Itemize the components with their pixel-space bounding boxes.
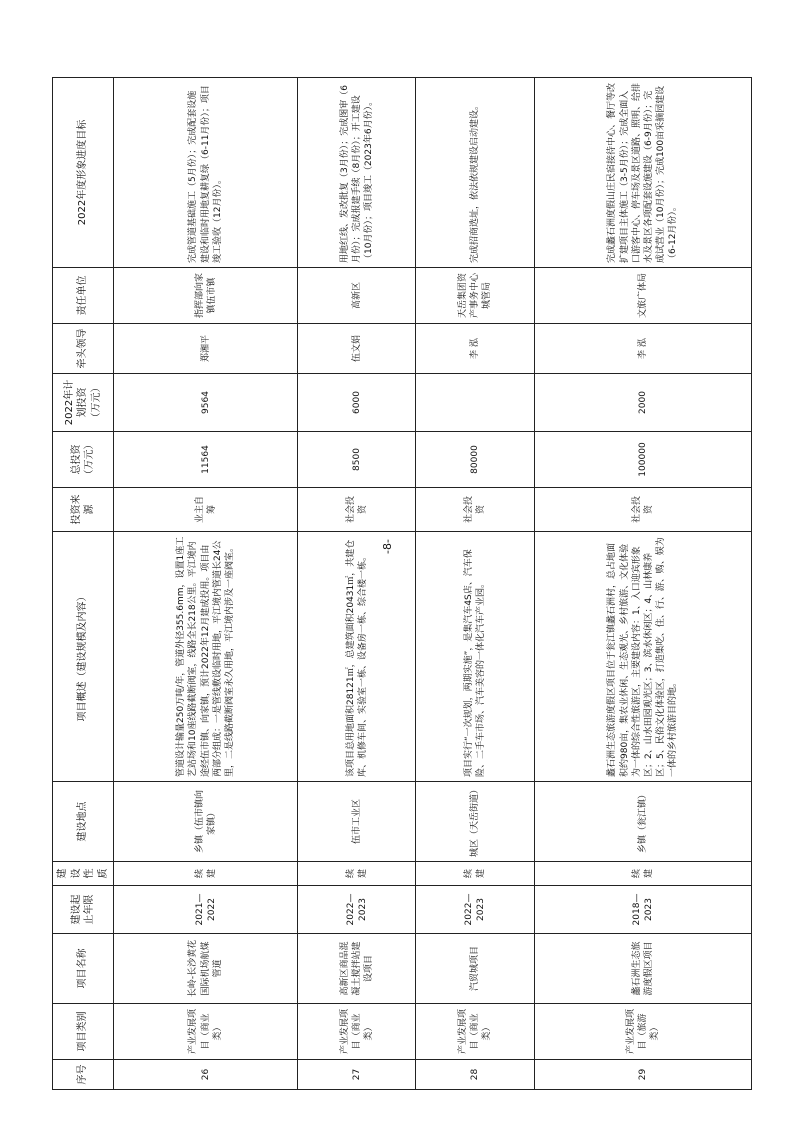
cell-leader: 伍文娟 — [298, 324, 416, 374]
cell-nature: 续建 — [298, 862, 416, 886]
header-category: 项目类别 — [53, 1004, 114, 1060]
cell-leader: 李 泓 — [416, 324, 534, 374]
cell-name: 长岭-长沙黄花国际机场航煤管道 — [114, 934, 298, 1004]
cell-category: 产业发展项目（商业类） — [298, 1004, 416, 1060]
header-seq: 序号 — [53, 1060, 114, 1090]
table-header-row — [53, 78, 114, 1090]
cell-period: 2018—2023 — [534, 886, 751, 934]
header-name: 项目名称 — [53, 934, 114, 1004]
header-location: 建设地点 — [53, 782, 114, 862]
cell-category: 产业发展项目（商业类） — [416, 1004, 534, 1060]
cell-period: 2022—2023 — [416, 886, 534, 934]
cell-target: 完成蠡石洲度假山庄民宿接待中心、餐厅等改扩建项目主体施工（3-5月份）；完成全面入口游客中心、停车场及景区道路、照明、给排水及景区各项配套设施建设（6-9月份）；完成试营业（10月份）；完成100亩采摘园建设（6-12月份）。 — [534, 78, 751, 268]
cell-total: 80000 — [416, 432, 534, 488]
cell-period: 2022—2023 — [298, 886, 416, 934]
cell-location: 伍市工业区 — [298, 782, 416, 862]
header-nature: 建设性质 — [53, 862, 114, 886]
header-unit: 责任单位 — [53, 268, 114, 324]
cell-period: 2021—2022 — [114, 886, 298, 934]
cell-location: 乡镇（伍市镇向家镇） — [114, 782, 298, 862]
header-funding: 投资来源 — [53, 488, 114, 532]
table-row — [534, 78, 751, 1090]
header-plan2022: 2022年计划投资（万元） — [53, 374, 114, 432]
cell-target: 完成招商选址，依法依规建设启动建设。 — [416, 78, 534, 268]
cell-unit: 指挥部向家镇伍市镇 — [114, 268, 298, 324]
cell-seq: 26 — [114, 1060, 298, 1090]
cell-funding: 社会投资 — [534, 488, 751, 532]
cell-summary: 该项目总用地面积28121㎡，总建筑面积20431㎡，共建仓库、机修车间、实验室一栋、设备房一栋、综合楼一栋。 — [298, 532, 416, 782]
project-table — [52, 77, 752, 1090]
cell-nature: 续建 — [534, 862, 751, 886]
cell-name: 高新区商品混凝土搅拌站建设项目 — [298, 934, 416, 1004]
cell-nature: 续建 — [416, 862, 534, 886]
cell-unit: 高新区 — [298, 268, 416, 324]
header-target: 2022年度形象进度目标 — [53, 78, 114, 268]
cell-location: 乡镇（瓮江镇） — [534, 782, 751, 862]
cell-funding: 社会投资 — [416, 488, 534, 532]
cell-name: 汽贸城项目 — [416, 934, 534, 1004]
cell-category: 产业发展项目（商业类） — [114, 1004, 298, 1060]
cell-target: 完成管道基础施工（5月份）；完成配套设施建设和临时用地复耕复绿（6-11月份）；项目竣工验收（12月份）。 — [114, 78, 298, 268]
table-row — [298, 78, 416, 1090]
cell-plan2022 — [416, 374, 534, 432]
cell-seq: 27 — [298, 1060, 416, 1090]
cell-plan2022: 6000 — [298, 374, 416, 432]
cell-total: 8500 — [298, 432, 416, 488]
cell-seq: 29 — [534, 1060, 751, 1090]
cell-target: 用地红线、发改批复（3月份）；完成图审（6月份）；完成报建手续（8月份）；开工建设（10月份）；项目竣工（2023年6月份）。 — [298, 78, 416, 268]
cell-category: 产业发展项目（旅游类） — [534, 1004, 751, 1060]
cell-seq: 28 — [416, 1060, 534, 1090]
header-period: 建设起止年限 — [53, 886, 114, 934]
table-row — [114, 78, 298, 1090]
cell-name: 蠡石洲生态旅游度假区项目 — [534, 934, 751, 1004]
header-summary: 项目概述（建设规模及内容） — [53, 532, 114, 782]
cell-total: 11564 — [114, 432, 298, 488]
header-total: 总投资（万元） — [53, 432, 114, 488]
cell-leader: 李 泓 — [534, 324, 751, 374]
header-leader: 牵头领导 — [53, 324, 114, 374]
cell-summary: 项目实行“一次规划，两期实施”，是集汽车4S店、汽车保险、二手车市场、汽车美容的一体化汽车产业园。 — [416, 532, 534, 782]
cell-unit: 文旅广体局 — [534, 268, 751, 324]
table-row — [416, 78, 534, 1090]
cell-funding: 业主自筹 — [114, 488, 298, 532]
cell-leader: 郑湘平 — [114, 324, 298, 374]
page-number: -8- — [380, 539, 394, 554]
cell-plan2022: 9564 — [114, 374, 298, 432]
cell-summary: 蠡石洲生态旅游度假区项目位于瓮江镇蠡石洲村，总占地面积约980亩，集农业休闲、生态观光、乡村旅游、文化体验为一体的综合性旅游区，主要建设内容：1、入口迎宾形象区；2、山水田园观光区；3、滨水休闲区；4、山林康养区；5、民俗文化体验区，打造集吃、住、行、游、购、娱为一体的乡村旅游目的地。 — [534, 532, 751, 782]
cell-plan2022: 2000 — [534, 374, 751, 432]
cell-unit: 天岳集团资产事务中心城管局 — [416, 268, 534, 324]
cell-total: 100000 — [534, 432, 751, 488]
cell-nature: 续建 — [114, 862, 298, 886]
cell-summary: 管道设计输量250万吨/年，管道外径355.6mm，设置1座工艺站场和10座线路截断阀室，线路全长218公里。平江境内途经伍市镇、向家镇，预计2022年12月建成投用。项目由两部分组成：一是管线敷设临时用地，平江境内管道长24公里，二是线路截断阀室永久用地，平江境内涉及一座阀室。 — [114, 532, 298, 782]
cell-location: 城区（天岳街道） — [416, 782, 534, 862]
cell-funding: 社会投资 — [298, 488, 416, 532]
